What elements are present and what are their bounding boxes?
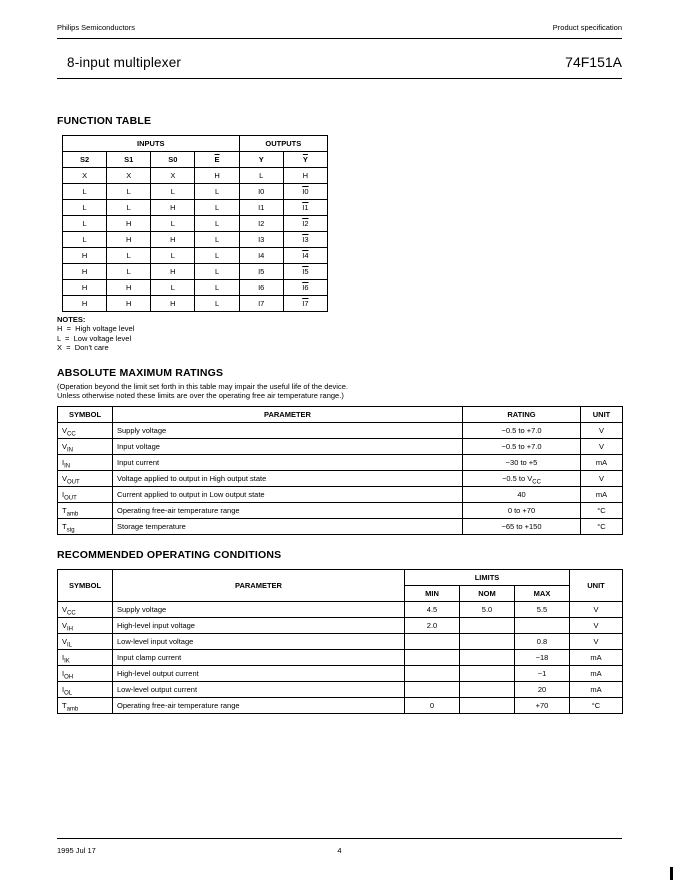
table-cell	[283, 264, 327, 280]
table-cell: mA	[581, 487, 623, 503]
table-cell: V	[581, 439, 623, 455]
table-cell	[405, 666, 460, 682]
title-rule	[57, 78, 622, 79]
abs-max-intro	[57, 382, 622, 402]
cell-text: V	[62, 604, 68, 614]
table-cell: L	[195, 248, 239, 264]
table-cell: L	[107, 200, 151, 216]
page-content	[57, 0, 622, 714]
subscript-text: stg	[66, 527, 75, 534]
overlined-text: I5	[302, 266, 309, 276]
max-column-header: MAX	[515, 586, 570, 602]
cell-text: I	[62, 489, 65, 499]
subscript-text: amb	[66, 706, 79, 713]
function-table-section	[57, 115, 622, 353]
table-cell: −18	[515, 650, 570, 666]
column-header-cell	[63, 152, 107, 168]
table-cell: Low-level input voltage	[113, 634, 405, 650]
table-cell: L	[107, 248, 151, 264]
table-row	[63, 168, 328, 184]
overlined-text: I2	[302, 218, 309, 228]
table-cell	[58, 423, 113, 439]
table-cell: L	[195, 216, 239, 232]
table-row	[58, 666, 623, 682]
table-row	[63, 232, 328, 248]
table-row	[63, 280, 328, 296]
overlined-text: I4	[302, 250, 309, 260]
table-cell: H	[151, 200, 195, 216]
table-cell	[460, 618, 515, 634]
table-cell: −0.5 to +7.0	[463, 439, 581, 455]
table-cell: V	[570, 618, 623, 634]
table-cell	[58, 698, 113, 714]
table-cell: L	[107, 184, 151, 200]
table-cell: mA	[570, 650, 623, 666]
parameter-column-header: PARAMETER	[113, 570, 405, 602]
table-cell: V	[570, 634, 623, 650]
table-cell: L	[63, 232, 107, 248]
cell-text: −0.5 to V	[502, 473, 533, 483]
subscript-text: CC	[67, 431, 76, 438]
rec-op-table-head	[58, 570, 623, 602]
abs-max-table-body	[58, 423, 623, 535]
column-header-cell	[195, 152, 239, 168]
table-cell: V	[581, 423, 623, 439]
table-row	[58, 439, 623, 455]
abs-max-table-head	[58, 407, 623, 423]
cell-text: V	[62, 473, 68, 483]
rec-op-heading: RECOMMENDED OPERATING CONDITIONS	[57, 549, 282, 561]
table-row	[63, 184, 328, 200]
table-cell: −1	[515, 666, 570, 682]
group-header-row	[58, 570, 623, 586]
table-cell	[460, 634, 515, 650]
table-cell: I1	[239, 200, 283, 216]
table-cell: High-level output current	[113, 666, 405, 682]
table-cell: 2.0	[405, 618, 460, 634]
table-cell	[58, 602, 113, 618]
cell-text: T	[62, 700, 67, 710]
function-table-head	[63, 136, 328, 168]
table-row	[58, 698, 623, 714]
table-cell: 0.8	[515, 634, 570, 650]
table-row	[58, 634, 623, 650]
inputs-group-header: INPUTS	[63, 136, 240, 152]
table-cell: L	[195, 200, 239, 216]
table-cell	[460, 698, 515, 714]
subscript-text: IN	[64, 463, 71, 470]
table-cell	[283, 184, 327, 200]
table-row	[58, 487, 623, 503]
table-cell: H	[283, 168, 327, 184]
table-cell	[58, 471, 113, 487]
column-header-row	[58, 407, 623, 423]
table-cell: V	[581, 471, 623, 487]
table-row	[63, 296, 328, 312]
table-cell: X	[107, 168, 151, 184]
table-cell: I6	[239, 280, 283, 296]
table-cell	[283, 296, 327, 312]
table-cell	[405, 634, 460, 650]
table-cell: 5.0	[460, 602, 515, 618]
page-edge-mark	[670, 867, 673, 880]
title-row	[57, 39, 622, 78]
table-cell: Voltage applied to output in High output state	[113, 471, 463, 487]
table-cell	[463, 471, 581, 487]
part-number: 74F151A	[565, 54, 622, 70]
table-cell: I2	[239, 216, 283, 232]
table-cell: 40	[463, 487, 581, 503]
table-row	[58, 618, 623, 634]
column-header-cell	[107, 152, 151, 168]
table-cell: °C	[570, 698, 623, 714]
column-header-cell	[151, 152, 195, 168]
subscript-text: CC	[67, 610, 76, 617]
rec-op-table-body	[58, 602, 623, 714]
table-cell	[460, 682, 515, 698]
cell-text: T	[62, 505, 67, 515]
note-line: X = Don't care	[57, 343, 109, 353]
table-cell: L	[195, 184, 239, 200]
cell-text: S2	[79, 154, 90, 164]
table-row	[58, 519, 623, 535]
table-row	[63, 264, 328, 280]
symbol-column-header: SYMBOL	[58, 570, 113, 602]
subscript-text: CC	[532, 479, 541, 486]
rec-op-table	[57, 569, 623, 714]
table-cell: H	[107, 280, 151, 296]
table-cell: H	[107, 296, 151, 312]
table-cell: L	[63, 216, 107, 232]
table-cell: I4	[239, 248, 283, 264]
table-cell	[58, 618, 113, 634]
table-cell	[283, 232, 327, 248]
table-cell: Storage temperature	[113, 519, 463, 535]
unit-column-header: UNIT	[570, 570, 623, 602]
table-cell: H	[195, 168, 239, 184]
table-cell	[515, 618, 570, 634]
table-row	[58, 650, 623, 666]
subscript-text: OH	[64, 674, 74, 681]
column-header-cell	[239, 152, 283, 168]
table-cell: H	[63, 280, 107, 296]
intro-line: (Operation beyond the limit set forth in this table may impair the useful life of the device.	[57, 381, 348, 391]
rec-op-section	[57, 549, 622, 714]
subscript-text: IL	[67, 642, 73, 649]
page-number: 4	[337, 846, 342, 855]
cell-text: V	[62, 636, 68, 646]
table-row	[58, 455, 623, 471]
abs-max-section	[57, 367, 622, 536]
table-cell: Operating free-air temperature range	[113, 698, 405, 714]
function-table	[62, 135, 328, 312]
table-cell: mA	[581, 455, 623, 471]
table-cell: H	[151, 296, 195, 312]
table-row	[63, 216, 328, 232]
table-cell: Input current	[113, 455, 463, 471]
table-row	[58, 423, 623, 439]
table-cell	[58, 439, 113, 455]
table-cell: 0	[405, 698, 460, 714]
table-cell	[283, 280, 327, 296]
cell-text: I	[62, 684, 65, 694]
table-row	[58, 682, 623, 698]
limits-group-header: LIMITS	[405, 570, 570, 586]
cell-text: T	[62, 521, 67, 531]
table-cell	[58, 503, 113, 519]
nom-column-header: NOM	[460, 586, 515, 602]
subscript-text: IN	[67, 447, 74, 454]
table-cell	[58, 650, 113, 666]
table-row	[58, 471, 623, 487]
table-cell: H	[63, 264, 107, 280]
table-cell: °C	[581, 519, 623, 535]
table-cell: H	[107, 232, 151, 248]
table-cell: °C	[581, 503, 623, 519]
subscript-text: amb	[66, 511, 79, 518]
cell-text: V	[62, 425, 68, 435]
function-table-body	[63, 168, 328, 312]
table-cell: I5	[239, 264, 283, 280]
table-cell: Low-level output current	[113, 682, 405, 698]
column-header-cell: SYMBOL	[58, 407, 113, 423]
table-cell: X	[63, 168, 107, 184]
table-cell: L	[63, 200, 107, 216]
cell-text: S0	[168, 154, 178, 164]
min-column-header: MIN	[405, 586, 460, 602]
overlined-text: $\overline{E}$	[214, 154, 220, 164]
column-header-row	[63, 152, 328, 168]
table-cell: I0	[239, 184, 283, 200]
cell-text: I	[62, 668, 65, 678]
page-header	[57, 0, 622, 38]
table-cell: Input clamp current	[113, 650, 405, 666]
table-cell: 5.5	[515, 602, 570, 618]
note-line: L = Low voltage level	[57, 333, 132, 343]
overlined-text: I1	[302, 202, 309, 212]
table-cell	[58, 682, 113, 698]
overlined-text: $\overline{Y}$	[302, 154, 308, 164]
abs-max-heading: ABSOLUTE MAXIMUM RATINGS	[57, 366, 224, 379]
table-cell: V	[570, 602, 623, 618]
table-cell: L	[195, 296, 239, 312]
column-header-cell: PARAMETER	[113, 407, 463, 423]
table-row	[58, 503, 623, 519]
table-cell	[460, 650, 515, 666]
overlined-text: I0	[302, 186, 309, 196]
table-cell: High-level input voltage	[113, 618, 405, 634]
cell-text: I	[62, 652, 65, 662]
page-title: 8-input multiplexer	[67, 55, 182, 70]
intro-line: Unless otherwise noted these limits are over the operating free air temperature range.)	[57, 391, 344, 401]
table-cell: L	[151, 280, 195, 296]
table-cell	[58, 666, 113, 682]
cell-text: Y	[258, 154, 264, 164]
notes-title: NOTES:	[57, 315, 86, 324]
footer-date: 1995 Jul 17	[57, 846, 96, 855]
overlined-text: I3	[302, 234, 309, 244]
table-cell: L	[151, 216, 195, 232]
table-cell: L	[195, 232, 239, 248]
table-cell	[58, 455, 113, 471]
table-cell: H	[151, 232, 195, 248]
table-cell	[283, 216, 327, 232]
table-row	[63, 200, 328, 216]
cell-text: V	[62, 441, 68, 451]
table-cell: I3	[239, 232, 283, 248]
cell-text: S1	[124, 154, 134, 164]
subscript-text: OUT	[64, 495, 77, 502]
overlined-text: I6	[302, 282, 309, 292]
table-cell	[58, 634, 113, 650]
abs-max-table	[57, 406, 623, 535]
table-cell	[58, 487, 113, 503]
table-cell: L	[151, 248, 195, 264]
page-footer	[57, 846, 622, 855]
overlined-text: I7	[302, 298, 309, 308]
publisher-name: Philips Semiconductors	[57, 23, 135, 32]
subscript-text: IK	[64, 658, 70, 665]
function-table-heading: FUNCTION TABLE	[57, 115, 152, 127]
group-header-row	[63, 136, 328, 152]
table-cell: Operating free-air temperature range	[113, 503, 463, 519]
table-cell: −65 to +150	[463, 519, 581, 535]
table-cell: 4.5	[405, 602, 460, 618]
cell-text: V	[62, 620, 68, 630]
table-cell: H	[63, 248, 107, 264]
table-cell: 0 to +70	[463, 503, 581, 519]
table-cell: mA	[570, 682, 623, 698]
column-header-cell: UNIT	[581, 407, 623, 423]
outputs-group-header: OUTPUTS	[239, 136, 327, 152]
table-cell: I7	[239, 296, 283, 312]
table-cell: +70	[515, 698, 570, 714]
table-cell: Input voltage	[113, 439, 463, 455]
column-header-cell	[283, 152, 327, 168]
note-line: H = High voltage level	[57, 324, 135, 334]
subscript-text: OUT	[67, 479, 80, 486]
column-header-cell: RATING	[463, 407, 581, 423]
table-cell: L	[195, 280, 239, 296]
table-cell: L	[107, 264, 151, 280]
table-cell: 20	[515, 682, 570, 698]
table-cell: L	[239, 168, 283, 184]
table-cell: Current applied to output in Low output state	[113, 487, 463, 503]
table-row	[63, 248, 328, 264]
table-cell: −0.5 to +7.0	[463, 423, 581, 439]
table-cell: H	[63, 296, 107, 312]
table-cell: Supply voltage	[113, 423, 463, 439]
table-cell: H	[107, 216, 151, 232]
table-cell: L	[195, 264, 239, 280]
table-cell	[405, 650, 460, 666]
table-cell: L	[63, 184, 107, 200]
table-cell	[405, 682, 460, 698]
table-cell: mA	[570, 666, 623, 682]
table-cell	[283, 248, 327, 264]
notes-list	[57, 324, 622, 352]
table-cell	[58, 519, 113, 535]
spec-type-label: Product specification	[552, 23, 622, 32]
subscript-text: OL	[64, 690, 73, 697]
subscript-text: IH	[67, 626, 74, 633]
table-cell: −30 to +5	[463, 455, 581, 471]
cell-text: I	[62, 457, 65, 467]
table-cell	[460, 666, 515, 682]
table-cell: L	[151, 184, 195, 200]
footer-rule	[57, 838, 622, 839]
table-cell	[283, 200, 327, 216]
table-cell: Supply voltage	[113, 602, 405, 618]
table-row	[58, 602, 623, 618]
table-cell: X	[151, 168, 195, 184]
table-cell: H	[151, 264, 195, 280]
notes	[57, 315, 622, 353]
